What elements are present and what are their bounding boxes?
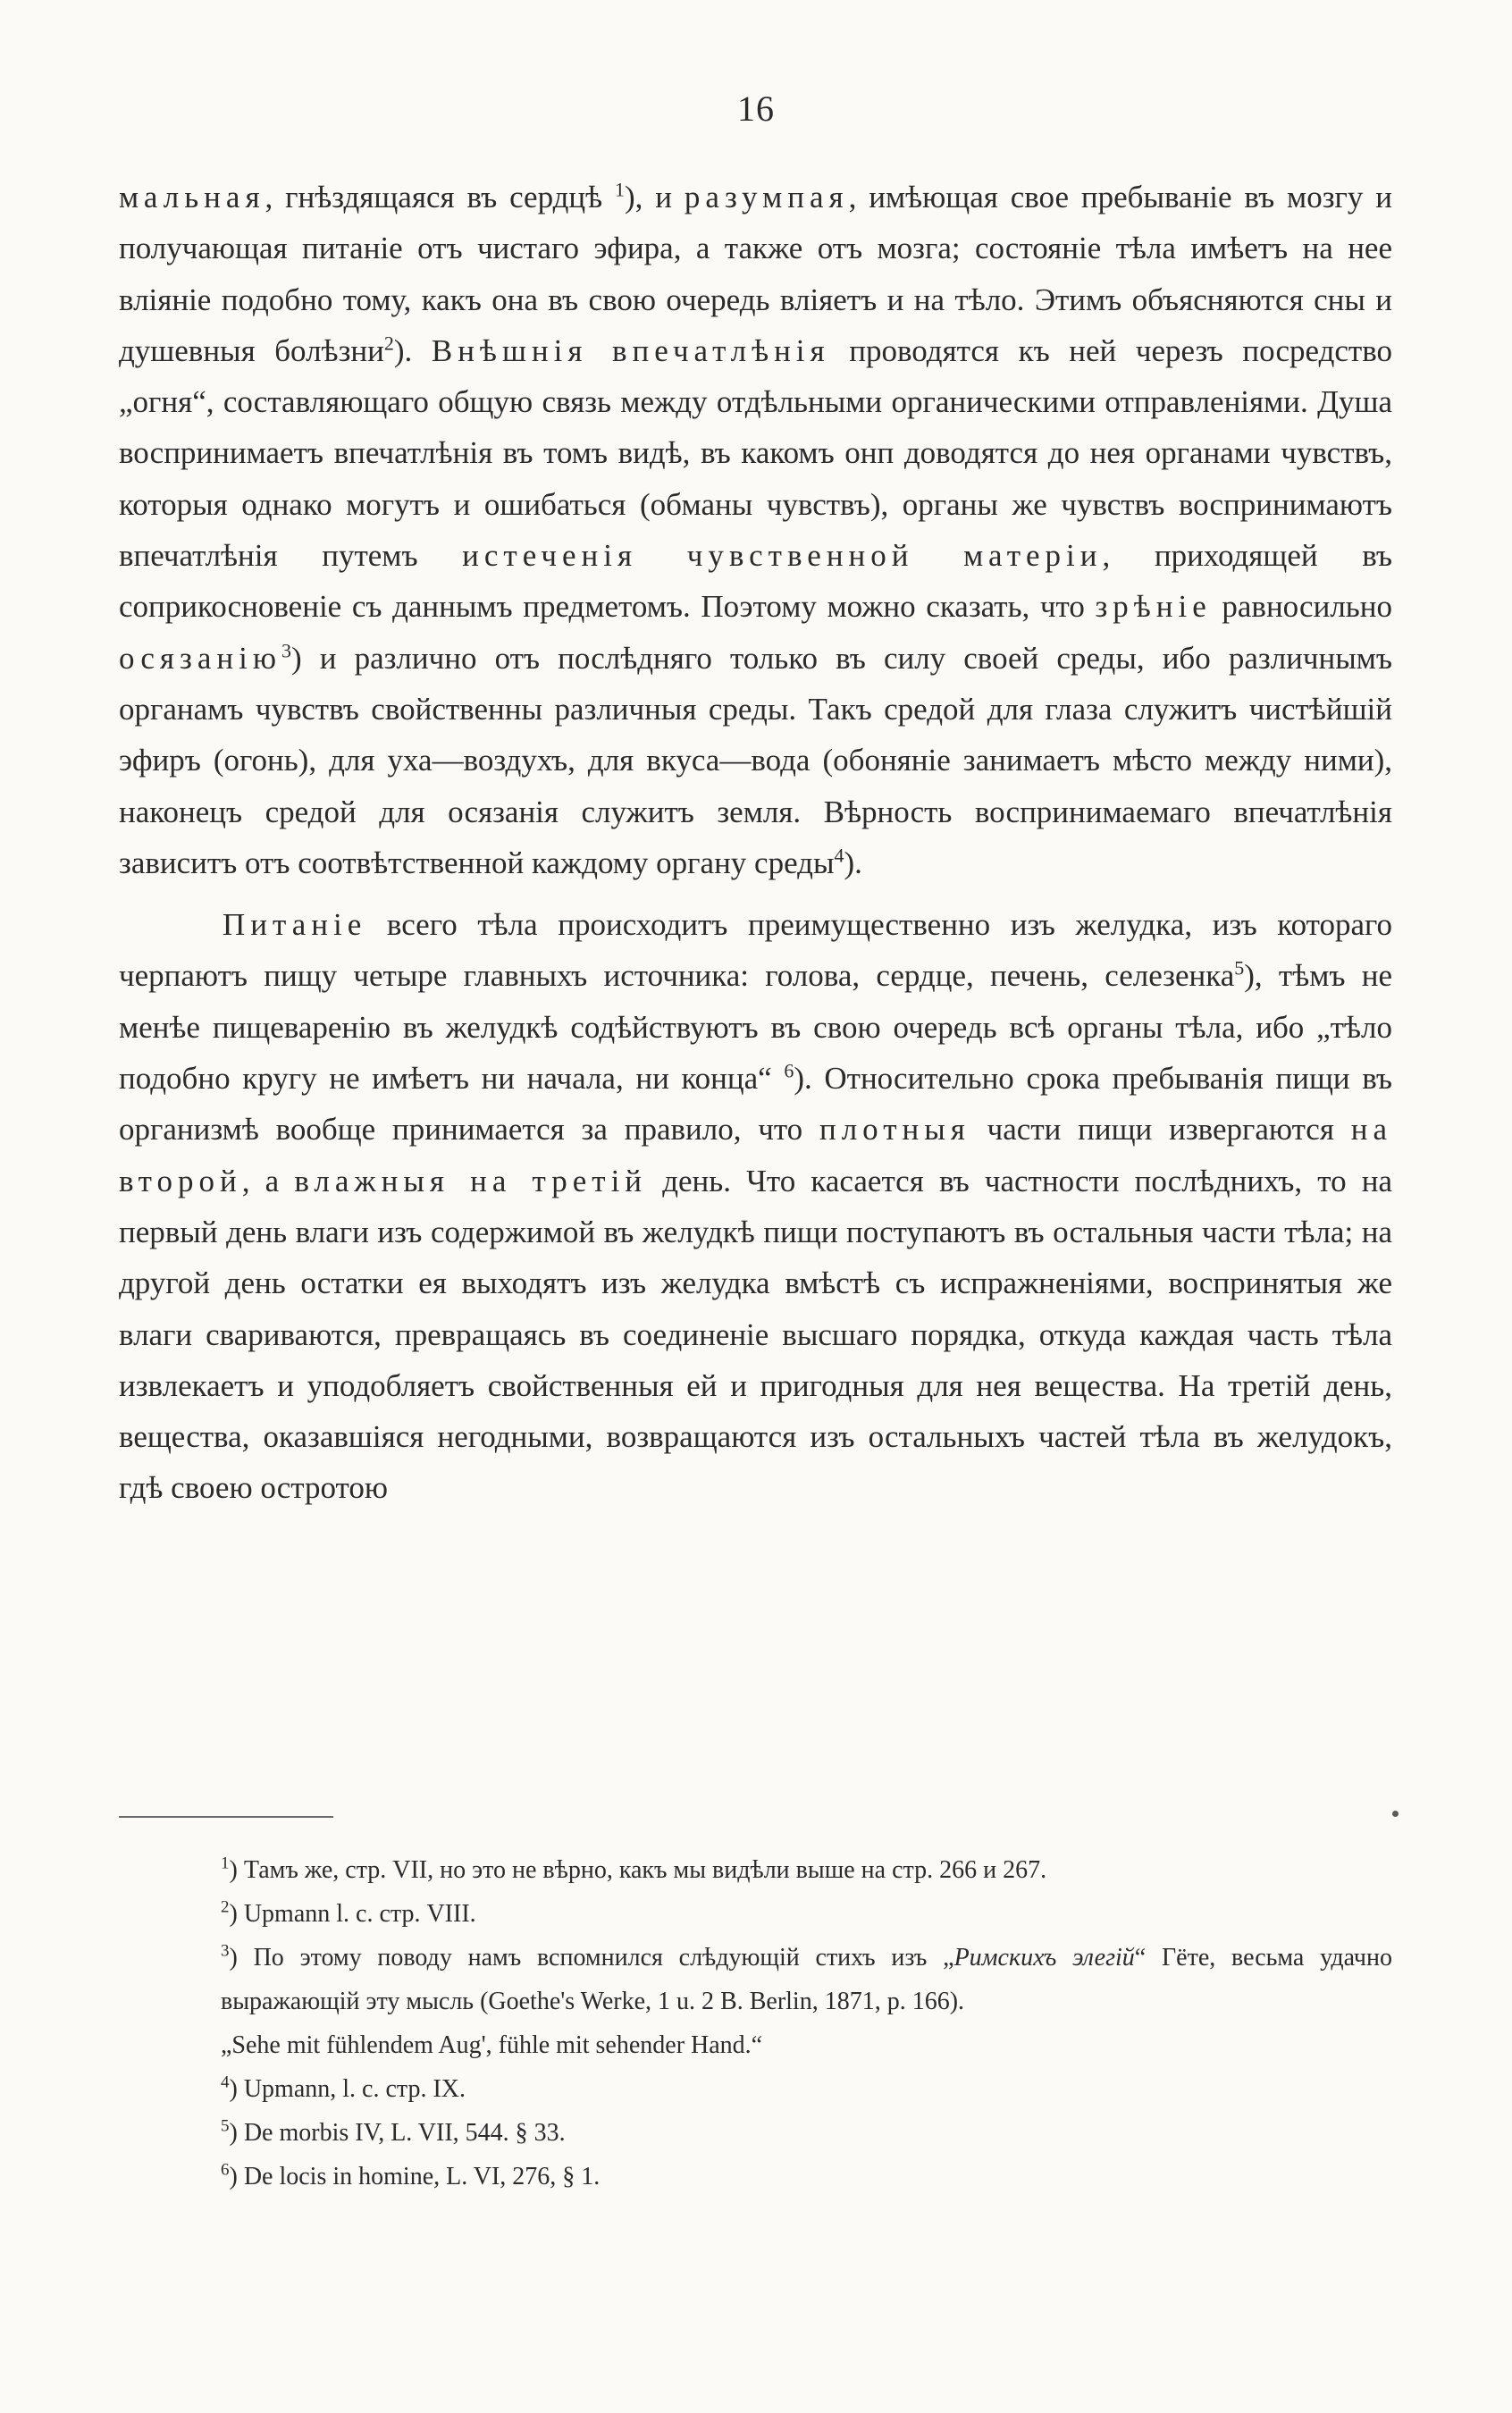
text-run: , а	[241, 1163, 295, 1198]
footnote-4	[119, 2067, 1392, 2111]
text-run: день. Что касается въ частности послѣднихъ, то на первый день влаги изъ содержимой въ желудкѣ пищи поступаютъ въ остальныя части тѣла; на другой день остатки ея выходятъ изъ желудка вмѣстѣ съ испражненіями, воспринятыя же влаги свариваются, превращаясь въ соединеніе высшаго порядка, откуда каждая часть тѣла извлекаетъ и уподобляетъ свойственныя ей и пригодныя для нея вещества. На третій день, вещества, оказавшіяся негодными, возвращаются изъ остальныхъ частей тѣла въ желудокъ, гдѣ своею остротою	[119, 1163, 1392, 1506]
text-run: ).	[393, 332, 432, 368]
text-run: ), и	[625, 180, 685, 214]
footnote-text: ) De morbis IV, L. VII, 544. § 33.	[229, 2119, 566, 2147]
text-run: проводятся къ ней черезъ посредство „огня“, составляющаго общую связь между отдѣльными органическими отправленіями. Душа воспринимаетъ впечатлѣнія въ томъ видѣ, въ какомъ онп доводятся до нея органами чувствъ, которыя однако могутъ и ошибаться (обманы чувствъ), органы же чувствъ воспринимаютъ впечатлѣнія путемъ	[119, 332, 1392, 574]
footnote-mark: 1	[221, 1854, 230, 1873]
footnote-6	[119, 2155, 1392, 2199]
footnote-3	[119, 1936, 1392, 2023]
spaced-term: Питаніе	[223, 907, 367, 943]
spaced-term: на второй	[119, 1112, 1392, 1198]
footnote-mark: 3	[221, 1941, 230, 1961]
text-run: , имѣющая свое пребываніе въ мозгу и получающая питаніе отъ чистаго эфира, а также отъ мозга; состояніе тѣла имѣетъ на нее вліяніе подобно тому, какъ она въ свою очередь вліяетъ и на тѣло. Этимъ объясняются сны и душевныя болѣзни	[119, 180, 1392, 368]
text-run: ) и различно отъ послѣдняго только въ силу своей среды, ибо различнымъ органамъ чувствъ свойственны различныя среды. Такъ средой для глаза служитъ чистѣйшій эфиръ (огонь), для уха—воздухъ, для вкуса—вода (обоняніе занимаетъ мѣсто между ними), наконецъ средой для осязанія служитъ земля. Вѣрность воспринимаемаго впечатлѣнія зависитъ отъ соотвѣтственной каждому органу среды	[119, 640, 1392, 880]
paragraph-2	[119, 899, 1392, 1514]
footnote-ref: 1	[615, 178, 626, 201]
footnote-text: ) По этому поводу намъ вспомнился слѣдующій стихъ изъ „	[229, 1944, 954, 1972]
footnote-ref: 4	[834, 844, 844, 867]
text-run: , гнѣздящаяся въ сердцѣ	[265, 180, 616, 214]
spaced-term: плотныя	[819, 1112, 970, 1148]
spaced-term: осязанію	[119, 640, 281, 676]
footnote-mark: 2	[221, 1897, 230, 1917]
footnote-ref: 6	[784, 1059, 794, 1082]
main-text	[119, 172, 1392, 1514]
print-speck	[1392, 1811, 1399, 1817]
footnotes	[119, 1848, 1392, 2199]
text-run: ).	[844, 845, 862, 880]
spaced-term: влажныя на третій	[294, 1163, 648, 1198]
paragraph-1	[119, 172, 1392, 888]
footnote-3-quote: „Sehe mit fühlendem Aug', fühle mit sehender Hand.“	[221, 2031, 763, 2059]
text-run: части пищи извергаются	[970, 1112, 1351, 1148]
spaced-term: зрѣніе	[1095, 589, 1212, 625]
footnote-mark: 5	[221, 2116, 230, 2136]
footnote-text: ) Upmann, l. c. стр. IX.	[229, 2075, 466, 2103]
footnote-text: ) De locis in homine, L. VI, 276, § 1.	[229, 2163, 601, 2190]
footnote-5	[119, 2111, 1392, 2155]
spaced-term: Внѣшнія впечатлѣнія	[431, 332, 830, 368]
footnote-ref: 5	[1234, 956, 1245, 979]
footnote-separator	[119, 1816, 333, 1818]
spaced-term: мальная	[119, 180, 265, 214]
footnote-ref: 2	[383, 332, 394, 355]
spaced-term: разумпая	[684, 180, 849, 214]
page-number: 16	[737, 88, 775, 129]
footnote-text: ) Тамъ же, стр. VII, но это не вѣрно, какъ мы видѣли выше на стр. 266 и 267.	[229, 1856, 1047, 1884]
footnote-text: “ Гёте, весьма удачно выражающій эту мысль (Goethe's Werke, 1 u. 2 B. Berlin, 1871, p. 166).	[221, 1944, 1392, 2015]
text-run: ). Относительно срока пребыванія пищи въ организмѣ вообще принимается за правило, что	[119, 1061, 1393, 1148]
footnote-mark: 6	[221, 2160, 230, 2180]
spaced-term: истеченія чувственной матеріи	[462, 538, 1103, 574]
text-run: , приходящей въ соприкосновеніе съ даннымъ предметомъ. Поэтому можно сказать, что	[119, 538, 1392, 625]
footnote-ref: 3	[281, 639, 291, 662]
footnote-title: Римскихъ элегій	[953, 1944, 1135, 1972]
text-run: всего тѣла происходитъ преимущественно изъ желудка, изъ котораго черпаютъ пищу четыре главныхъ источника: голова, сердце, печень, селезенка	[119, 907, 1392, 994]
footnote-2	[119, 1892, 1392, 1936]
footnote-1	[119, 1848, 1392, 1892]
footnote-mark: 4	[221, 2072, 230, 2092]
text-run: ), тѣмъ не менѣе пищеваренію въ желудкѣ содѣйствуютъ въ свою очередь всѣ органы тѣла, ибо „тѣло подобно кругу не имѣетъ ни начала, ни конца“	[119, 958, 1393, 1097]
text-run: равносильно	[1211, 589, 1392, 625]
footnote-text: ) Upmann l. c. стр. VIII.	[229, 1900, 476, 1928]
